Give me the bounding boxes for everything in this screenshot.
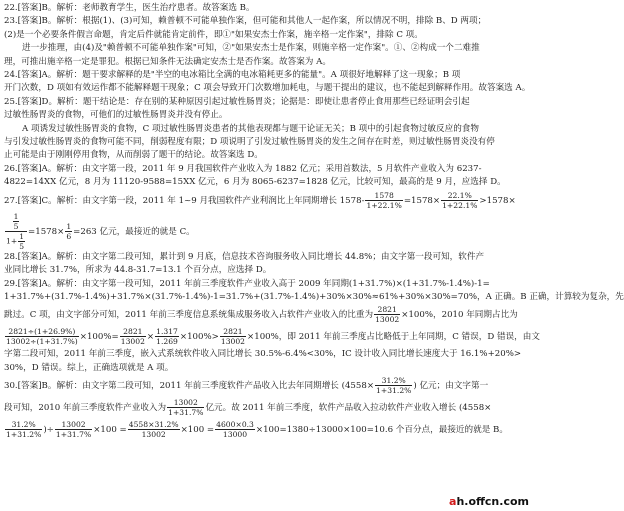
watermark-prefix: a [449,495,457,508]
answer-29-line-6: 30%，D 错误。综上，正确选项就是 A 项。 [4,362,174,373]
answer-25-line-5: 止可能是由于刚刚停用食物，从而削弱了题干的结论。故答案选 D。 [4,150,263,161]
answer-27-line-2 [4,212,531,251]
q30-fraction-1: $\frac{31.2\%}{1+31.2\%}$ [376,376,412,396]
offcn-watermark [449,495,529,508]
q30-fraction-2: $\frac{13002}{1+31.7\%}$ [168,398,204,418]
q30-fraction-3: $\frac{31.2\%}{1+31.2\%}$ [6,420,42,440]
q29-fraction-1: $\frac{2821}{13002}$ [375,305,400,325]
answer-25-line-4: 与引发过敏性肠胃炎的食物可能不同，削弱程度有限；D 项说明了引发过敏性肠胃炎的发生之间存在时差，则过敏性肠胃炎没有停 [4,137,495,148]
answer-24-line-2: 开门次数，D 项如有效运作都不能解释题干现象；C 项会导致开门次数增加耗电，与题干提出的建议，也不能起到解释作用。故答案选 A。 [4,83,531,94]
q27-fraction-1: $\frac{1578}{1+22.1\%}$ [366,190,402,210]
answer-25-line-3: A 项诱发过敏性肠胃炎的食物，C 项过敏性肠胃炎患者的其他表现都与题干论证无关；B 项中的引起食物过敏反应的食物 [22,123,479,134]
answer-26-line-2: 4822=14XX 亿元，8 月为 11120-9588=15XX 亿元，6 月为 8065-6237=1828 亿元，比较可知，最高的是 9 月，应选择 D。 [4,177,506,188]
q29-fraction-4: $\frac{1.317}{1.269}$ [156,327,178,347]
answer-23-line-4: 理，可推出施辛格一定是罪犯。根据已知条件无法确定安杰士是否作案。故答案为 A。 [4,56,331,67]
q30-text-a: 30.[答案]B。解析：由文字第二段可知，2011 年前三季度软件产品收入比去年同期增长 (4558× [4,381,375,392]
q27-text-c: >1578× [479,195,516,206]
answer-25-line-1: 25.[答案]D。解析：题干结论是：存在别的某种原因引起过敏性肠胃炎；论据是：即使让患者停止食用那些已经证明会引起 [4,96,470,107]
q30-text-d: 亿元。故 2011 年前三季度，软件产品收入拉动软件产业收入增长 (4558× [205,403,492,414]
answer-29-line-5: 字第二段可知，2011 年前三季度，嵌入式系统软件收入同比增长 30.5%-6.4%<30%，IC 设计收入同比增长速度大于 16.1%+20%> [4,349,522,360]
answer-22: 22.[答案]B。解析：老师教育学生，医生治疗患者。故答案选 B。 [4,3,255,13]
q30-fraction-6: $\frac{4600\times 0.3}{13000}$ [216,420,254,440]
q27-text-e: =1578× [28,226,65,237]
answer-26-line-1: 26.[答案]A。解析：由文字第一段，2011 年 9 月我国软件产业收入为 1882 亿元；采用首数法，5 月软件产业收入为 6237- [4,163,482,174]
answer-29-line-4: $\frac{2821\div(1+26.9\%)}{13002\div(1+31.7\%)}$ ×100%= $\frac{2821}{13002}$ × $\frac{1.317}{1.269}$ ×100%> $\frac{2821}{13002}$ ×100%，即 2011 年前三季度占比略低于上年同期，C 错误，D 错误，由文 [6,327,540,347]
q27-text-a: 27.[答案]C。解析：由文字第一段，2011 年 1~9 月我国软件产业利润比上年同期增长 1578- [4,195,365,206]
q29-fraction-2: $\frac{2821\div(1+26.9\%)}{13002\div(1+31.7\%)}$ [6,327,78,347]
q29-fraction-3: $\frac{2821}{13002}$ [120,327,145,347]
answer-28-line-2: 业同比增长 31.7%，所求为 44.8-31.7=13.1 个百分点，应选择 D。 [4,265,272,276]
answer-25-line-2: 过敏性肠胃炎的食物，可他们的过敏性肠胃炎并没有停止。 [4,110,228,121]
answer-23-line-2: (2)是一个必要条件假言命题，肯定后件就能肯定前件，即①"如果安杰士作案，施辛格一定作案"，排除 C 项。 [4,29,423,40]
answer-29-line-3 [4,304,531,326]
q29-fraction-5: $\frac{2821}{13002}$ [220,327,246,347]
answer-24-line-1: 24.[答案]A。解析：题干要求解释的是"半空的电冰箱比全满的电冰箱耗更多的能量"。A 项很好地解释了这一现象；B 项 [4,70,461,81]
answer-29-line-1: 29.[答案]A。解析：由文字第一段可知，2011 年前三季度软件产业收入高于 2009 年同期(1+31.7%)×(1+31.7%-1.4%)-1= [4,278,490,289]
q30-fraction-5: $\frac{4558\times 31.2\%}{13002}$ [128,420,179,440]
q27-text-f: =263 亿元，最接近的就是 C。 [73,226,195,237]
answer-27-line-1 [4,190,531,212]
q30-fraction-4: $\frac{13002}{1+31.7\%}$ [55,420,92,440]
q27-inner-fraction-num: $\frac{1}{5}$ [13,211,19,231]
answer-23-line-3: 进一步推理，由(4)及"赖普顿不可能单独作案"可知，②"如果安杰士是作案，则施辛格一定作案"。①、②构成一个二难推 [22,43,480,54]
answer-explanations-page [4,2,624,441]
answer-23-line-1: 23.[答案]B。解析：根据(1)、(3)可知，赖普顿不可能单独作案，但可能和其他人一起作案，所以情况不明，排除 B、D 两项； [4,16,487,27]
answer-30-line-2 [4,397,531,419]
q27-compound-fraction: $\frac{1}{5}$ 1+ $\frac{1}{5}$ [5,212,27,251]
q29-text-b: ×100%，2010 年同期占比为 [401,310,518,321]
q30-text-b: ) 亿元；由文字第一 [413,381,489,392]
q29-text-a: 跳过。C 项，由文字部分可知，2011 年前三季度信息系统集成服务收入占软件产业收入的比重为 [4,310,374,321]
q27-fraction-2: $\frac{22.1\%}{1+22.1\%}$ [442,190,478,210]
q30-text-c: 段可知，2010 年前三季度软件产业收入为 [4,403,167,414]
answer-30-line-1 [4,375,531,397]
answer-28-line-1: 28.[答案]A。解析：由文字第二段可知，累计到 9 月底，信息技术咨询服务收入同比增长 44.8%；由文字第一段可知，软件产 [4,251,485,262]
q27-inner-fraction-den: $\frac{1}{5}$ [19,231,25,251]
watermark-domain: h.offcn.com [456,495,529,508]
answer-30-line-3: $\frac{31.2\%}{1+31.2\%}$ )÷ $\frac{13002}{1+31.7\%}$ ×100 = $\frac{4558\times 31.2\%}{13002}$ ×100 = $\frac{4600\times 0.3}{13000}$ ×100=1380÷13000×100=10.6 个百分点，最接近的就是 B。 [6,420,508,440]
answer-29-line-2: 1+31.7%+(31.7%-1.4%)+31.7%×(31.7%-1.4%)-1=31.7%+(31.7%-1.4%)+30%×30%≈61%+30%×30%=70%，A 正确。B 正确，计算较为复杂，先 [4,291,624,302]
q27-fraction-3: $\frac{1}{6}$ [66,221,72,241]
q27-text-b: =1578× [403,195,441,206]
